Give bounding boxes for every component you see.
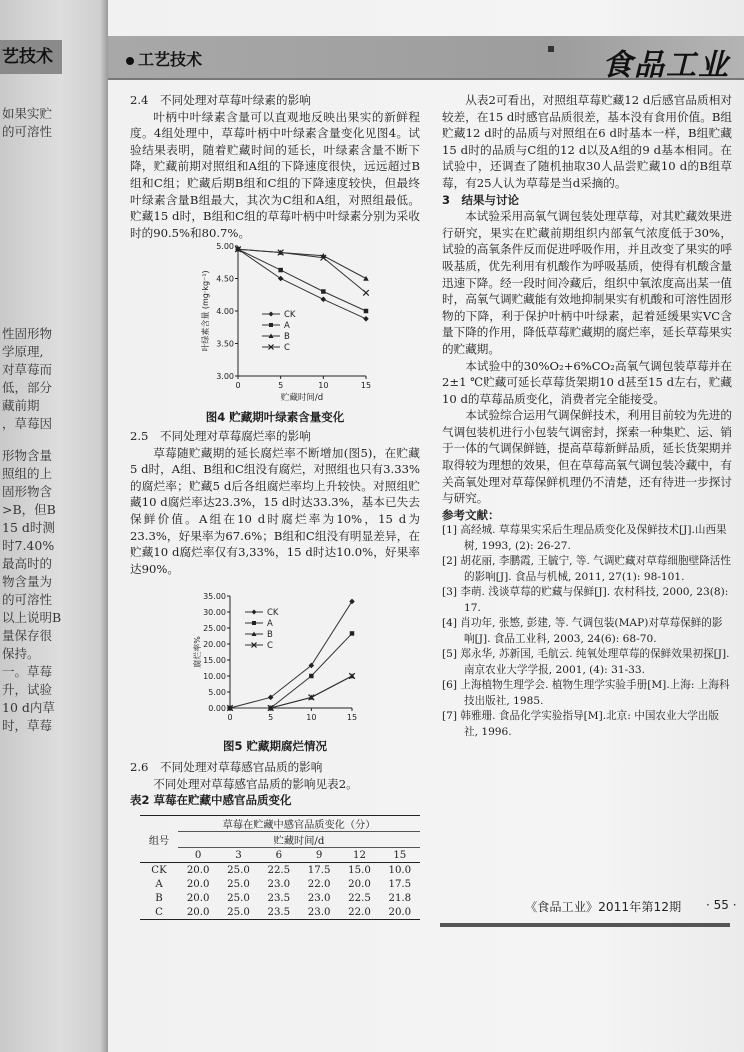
table-row [140,905,420,920]
day-header: 0 [178,848,218,863]
legend-label: B [267,630,273,640]
reference-item: [6] 上海植物生理学会. 植物生理学实验手册[M].上海: 上海科技出版社, 1985. [442,679,730,707]
left-strip-line: ，草莓因 [2,416,53,431]
table-2-discussion: 从表2可看出，对照组草莓贮藏12 d后感官品质相对较差，在15 d时感官品质很差，基本没有食用价值。B组贮藏12 d时的品质与对照组在6 d时基本一样，B组贮藏15 d时的品质与C组的12 d以及A组的9 d基本相同。在试验中，还调查了随机抽取30人品尝贮藏10 d的B组草莓，有25人认为草莓是当d采摘的。 [442,93,732,190]
table-cell: 25.0 [227,864,250,876]
table-body [140,863,420,920]
table-days-row [140,848,420,863]
left-strip-line: 的可溶性 [2,592,53,607]
square-icon [548,46,554,52]
reference-item: [2] 胡花丽, 李鹏霞, 王毓宁, 等. 气调贮藏对草莓细胞壁降活性的影响[J]. 食品与机械, 2011, 27(1): 98-101. [442,555,731,583]
table-cell: 20.0 [186,864,210,876]
y-axis-label: 腐烂率% [193,636,202,668]
left-strip-line: 15 d时测 [2,520,55,535]
figure-4-chart [190,238,390,406]
data-point [350,631,354,635]
group-cell: B [155,892,163,904]
left-strip-line: 性固形物 [2,326,53,341]
references-heading: 参考文献： [442,507,500,522]
legend-label: CK [267,608,279,618]
time-header: 贮藏时间/d [178,832,420,848]
left-page-strip [0,0,108,1052]
table-cell: 22.5 [267,864,291,876]
table-row [140,877,420,891]
left-strip-line: 保持。 [2,646,40,661]
references-list [442,523,732,740]
legend-label: A [284,321,290,331]
left-strip-head: 艺技术 [0,40,62,74]
table-cell: 20.0 [348,878,371,890]
left-strip-line: 藏前期 [2,398,40,413]
figure-5-chart [175,590,395,732]
x-tick-label: 15 [360,381,372,390]
y-tick-label: 3.50 [216,339,234,349]
page-number: · 55 · [706,898,737,912]
section-label [126,47,202,70]
section-label-text: 工艺技术 [138,50,203,69]
data-point [252,610,257,615]
section-2-5-heading: 2.5 不同处理对草莓腐烂率的影响 [130,429,311,443]
data-point [269,312,274,317]
page-header [108,36,744,83]
data-point [269,323,273,327]
sensory-table [140,815,420,920]
table-header-row [140,816,420,832]
group-cell: CK [151,864,167,876]
table-cell: 17.5 [388,878,412,890]
left-strip-line: 的可溶性 [2,124,53,139]
data-point [349,599,355,605]
legend-label: CK [284,310,296,320]
section-2-4-heading: 2.4 不同处理对草莓叶绿素的影响 [130,93,311,107]
table-cell: 25.0 [227,878,250,890]
left-strip-line: 一。草莓 [2,664,53,679]
x-tick-label: 5 [268,713,274,722]
group-cell: C [140,905,178,920]
data-point [321,297,327,303]
left-strip-line: 最高时的 [2,556,53,571]
data-point [321,289,325,293]
left-strip-line: 低，部分 [2,380,53,395]
table-2-title: 表2 草莓在贮藏中感官品质变化 [130,793,292,808]
section-2-6-paragraph: 不同处理对草莓感官品质的影响见表2。 [153,776,358,791]
x-tick-label: 5 [278,381,284,390]
day-header: 9 [299,848,339,863]
y-axis-label: 叶绿素含量 (mg·kg⁻¹) [201,270,210,352]
table-cell: 20.0 [178,905,218,920]
y-tick-label: 4.00 [216,307,234,316]
y-tick-label: 5.00 [216,242,234,251]
data-point [363,316,369,322]
figure-5-caption: 图5 贮藏期腐烂情况 [222,739,327,753]
left-strip-line: 物含量为 [2,574,53,589]
x-axis-label: 贮藏时间/d [280,393,324,403]
reference-item: [3] 李萌. 浅谈草莓的贮藏与保鲜[J]. 农村科技, 2000, 23(8): 17. [442,586,729,614]
day-header: 6 [259,848,299,863]
y-tick-label: 0.00 [208,704,226,713]
footer-journal: 《食品工业》2011年第12期 [525,900,682,914]
section-2-6-heading: 2.6 不同处理对草莓感官品质的影响 [130,760,323,774]
day-header: 15 [380,848,420,863]
bullet-icon [126,57,134,65]
table-cell: 23.5 [259,905,299,920]
left-strip-line: 量保存很 [2,628,53,643]
left-strip-line: >B，但B [2,502,56,517]
table-cell: 22.0 [307,878,331,890]
left-strip-line: 学原理, [2,344,44,359]
x-tick-label: 0 [227,713,233,722]
y-tick-label: 4.50 [216,274,234,284]
left-strip-line: 照组的上 [2,466,53,481]
y-tick-label: 25.00 [203,624,226,633]
right-column [442,92,732,740]
reference-item: [4] 肖功年, 张慜, 彭建, 等. 气调包装(MAP)对草莓保鲜的影响[J]. 食品工业科, 2003, 24(6): 68-70. [442,617,723,645]
data-point [363,276,369,281]
day-header: 12 [339,848,379,863]
section-2-6 [130,759,420,809]
left-strip-line: 时7.40% [2,538,55,553]
series-line-c [238,249,366,293]
footer-rule [440,923,730,927]
span-header: 草莓在贮藏中感官品质变化（分） [178,816,420,832]
table-cell: 17.5 [307,864,331,876]
data-point [363,290,369,296]
data-point [252,621,256,625]
table-row [140,891,420,905]
x-tick-label: 15 [346,713,358,722]
table-cell: 15.0 [348,864,371,876]
left-strip-line: 对草莓而 [2,362,53,377]
legend-label: A [267,619,273,629]
table-cell: 23.0 [299,905,339,920]
section-2-5 [130,428,420,577]
left-strip-line: 如果实贮 [2,106,53,121]
y-tick-label: 10.00 [203,672,226,681]
group-header: 组号 [140,816,178,863]
table-cell: 23.0 [267,878,291,890]
table-cell: 20.0 [186,892,210,904]
series-line-ck [238,249,366,319]
table-cell: 22.0 [339,905,379,920]
reference-item: [5] 郑永华, 苏新国, 毛航云. 纯氧处理草莓的保鲜效果初探[J]. 南京农业大学学报, 2001, (4): 31-33. [442,648,730,676]
legend-label: B [284,332,290,342]
left-strip-line: 时，草莓 [2,718,53,733]
series-line-a [238,249,366,311]
figure-4-caption: 图4 贮藏期叶绿素含量变化 [205,410,345,424]
x-tick-label: 10 [306,713,317,722]
reference-item: [1] 高经城. 草莓果实采后生理品质变化及保鲜技术[J].山西果树, 1993, (2): 26-27. [442,524,727,552]
y-tick-label: 35.00 [203,592,226,601]
table-cell: 20.0 [186,878,210,890]
table-cell: 25.0 [227,892,250,904]
left-strip-line: 固形物含 [2,484,53,499]
day-header: 3 [218,848,258,863]
table-cell: 10.0 [388,864,412,876]
reference-item: [7] 韩雅珊. 食品化学实验指导[M].北京: 中国农业大学出版社, 1996. [442,710,719,738]
y-tick-label: 15.00 [203,656,226,665]
table-cell: 25.0 [218,905,258,920]
x-tick-label: 10 [318,381,329,390]
conclusion-paragraph-2: 本试验中的30%O₂+6%CO₂高氧气调包装草莓并在2±1 ℃贮藏可延长草莓货架期10 d甚至15 d左右，贮藏10 d的草莓品质变化，消费者完全能接受。 [442,358,732,406]
y-tick-label: 20.00 [203,640,226,649]
journal-logo: 食品工业 [602,48,730,83]
series-line-b [238,249,366,278]
y-tick-label: 3.00 [216,372,234,381]
group-cell: A [155,878,163,890]
table-cell: 23.0 [307,892,331,904]
table-row [140,863,420,878]
data-point [278,268,282,272]
data-point [309,674,313,678]
left-column [130,92,420,241]
section-2-5-paragraph: 草莓随贮藏期的延长腐烂率不断增加(图5)，在贮藏5 d时，A组、B组和C组没有腐烂，对照组也只有3.33%的腐烂率；贮藏5 d后各组腐烂率均上升较快。对照组贮藏10 d腐烂率达23.3%，15 d时达33.3%，基本已失去保鲜价值。A组在10 d时腐烂率为10%，15 d为23.3%，好果率为67.6%；B组和C组没有明显差异，在贮藏10 d腐烂率仅有3,33%，15 d时达10.0%，好果率达90%。 [130,445,420,576]
section-2-4-paragraph: 叶柄中叶绿素含量可以直观地反映出果实的新鲜程度。4组处理中，草莓叶柄中叶绿素含量变化见图4。试验结果表明，随着贮藏时间的延长，叶绿素含量不断下降，贮藏前期对照组和A组的下降速度很快，远远超过B组和C组；贮藏后期B组和C组的下降速度较快，但最终叶绿素含量B组最大，其次为C组和A组，对照组最低。贮藏15 d时，B组和C组的草莓叶柄中叶绿素分别为采收时的90.5%和80.7%。 [130,109,420,240]
conclusion-paragraph-1: 本试验采用高氧气调包装处理草莓，对其贮藏效果进行研究，果实在贮藏前期组织内部氧气浓度低于30%，试验的高氧条件反而促进呼吸作用，并且改变了果实的呼吸基质，优先利用有机酸作为呼吸基质，使得有机酸含量迅速下降。经一段时间冷藏后，组织中氧浓度高出某一值时，高氧气调贮藏能有效地抑制果实有机酸和可溶性固形物的下降，利于保护叶柄中叶绿素，起着延缓果实VC含量下降的作用，降低草莓贮藏期的腐烂率，延长草莓果实的贮藏期。 [442,209,732,356]
left-strip-line: 升，试验 [2,682,53,697]
table-cell: 23.5 [267,892,291,904]
legend-label: C [267,641,273,651]
left-strip-line: 10 d内草 [2,700,55,715]
table-subheader-row [140,832,420,848]
data-point [364,309,368,313]
table-cell: 21.8 [388,892,412,904]
legend-label: C [284,343,290,353]
left-strip-line: 以上说明B [2,610,62,625]
data-point [278,276,284,282]
y-tick-label: 30.00 [203,608,226,617]
table-cell: 22.5 [348,892,371,904]
table-cell: 20.0 [380,905,420,920]
y-tick-label: 5.00 [208,688,226,697]
section-3-heading: 3 结果与讨论 [442,192,520,207]
conclusion-paragraph-3: 本试验综合运用气调保鲜技术，利用目前较为先进的气调包装机进行小包装气调密封，探索一种集贮、运、销于一体的气调保鲜链，提高草莓新鲜品质，延长货架期并取得较为理想的效果，但在草莓高氧气调包装冷藏中，有关高氧处理对草莓保鲜机理仍不清楚，还有待进一步探讨与研究。 [442,408,732,506]
left-strip-line: 形物含量 [2,448,53,463]
x-tick-label: 0 [235,381,241,390]
